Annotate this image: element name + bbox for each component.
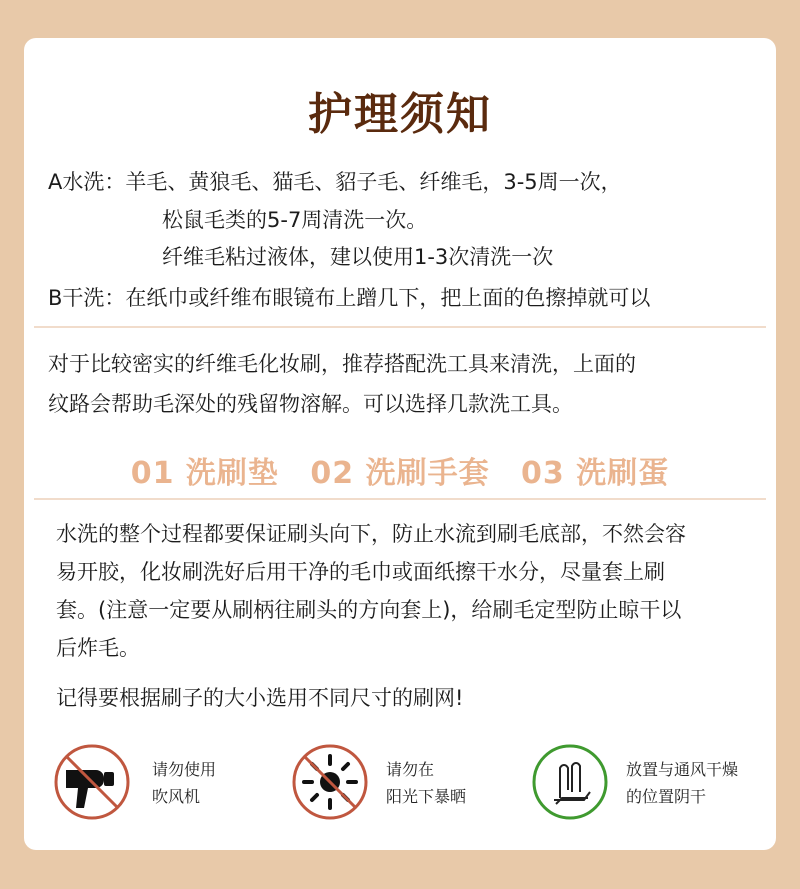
wash-a-line3: 纤维毛粘过液体，建以使用1-3次清洗一次	[162, 245, 554, 269]
tips-line5: 记得要根据刷子的大小选用不同尺寸的刷网!	[56, 686, 464, 710]
no-hairdryer-label: 请勿使用 吹风机	[152, 760, 217, 806]
wash-b-line: B干洗：在纸巾或纤维布眼镜布上蹭几下，把上面的色擦掉就可以	[48, 286, 651, 310]
tips-line1: 水洗的整个过程都要保证刷头向下，防止水流到刷毛底部，不然会容	[56, 522, 686, 546]
shade-dry-label: 放置与通风干燥 的位置阴干	[626, 760, 739, 806]
tips-line3: 套。(注意一定要从刷柄往刷头的方向套上)，给刷毛定型防止晾干以	[56, 598, 682, 622]
divider-1	[34, 326, 766, 328]
shade-dry-icon	[530, 742, 610, 822]
intro-line2: 纹路会帮助毛深处的残留物溶解。可以选择几款洗工具。	[48, 392, 573, 416]
wash-a-line1: A水洗：羊毛、黄狼毛、猫毛、貂子毛、纤维毛，3-5周一次，	[48, 170, 622, 194]
cleaning-tool-options	[24, 448, 776, 492]
option-brush-glove: 02 洗刷手套	[310, 456, 490, 491]
tips-line2: 易开胶，化妆刷洗好后用干净的毛巾或面纸擦干水分，尽量套上刷	[56, 560, 665, 584]
no-sun-label: 请勿在 阳光下暴晒	[386, 760, 467, 806]
divider-2	[34, 498, 766, 500]
care-instructions-card	[24, 38, 776, 850]
page-title: 护理须知	[308, 89, 492, 140]
wash-a-line2: 松鼠毛类的5-7周清洗一次。	[162, 208, 428, 232]
no-hairdryer-icon	[52, 742, 132, 822]
option-brush-mat: 01 洗刷垫	[130, 456, 279, 491]
intro-line1: 对于比较密实的纤维毛化妆刷，推荐搭配洗工具来清洗，上面的	[48, 352, 636, 376]
no-sun-icon	[290, 742, 370, 822]
option-brush-egg: 03 洗刷蛋	[521, 456, 670, 491]
tips-line4: 后炸毛。	[56, 636, 140, 660]
